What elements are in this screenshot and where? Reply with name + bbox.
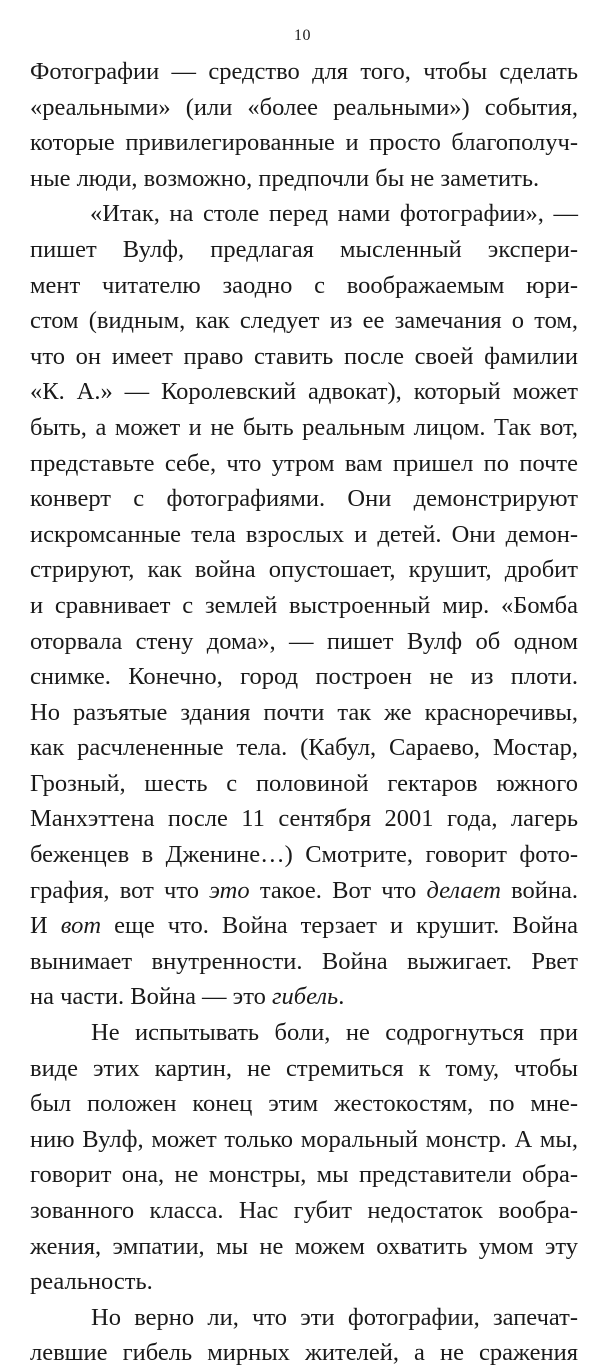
- paragraph-end-line: ные люди, возможно, предпочли бы не заметить.: [30, 164, 540, 192]
- text-line: стрируют, как война опустошает, крушит, дробит: [30, 556, 578, 584]
- text-line: говорит она, не монстры, мы представители обра-: [30, 1161, 578, 1189]
- text-line: беженцев в Дженине…) Смотрите, говорит фото-: [30, 841, 578, 869]
- page-number: 10: [294, 27, 311, 44]
- text-line: Грозный, шесть с половиной гектаров южного: [30, 769, 578, 797]
- text-line: представьте себе, что утром вам пришел по почте: [30, 449, 578, 477]
- text-line: которые привилегированные и просто благополуч-: [30, 129, 578, 157]
- text-line: и сравнивает с землей выстроенный мир. «Бомба: [30, 591, 578, 619]
- italic-word: это: [209, 876, 250, 904]
- text-line: снимке. Конечно, город построен не из плоти.: [30, 663, 578, 691]
- italic-word: вот: [60, 912, 102, 940]
- text-line: конверт с фотографиями. Они демонстрируют: [30, 485, 578, 513]
- text-line: мент читателю заодно с воображаемым юри-: [30, 271, 578, 299]
- body-text: [30, 54, 578, 1371]
- text-line: стом (видным, как следует из ее замечания о том,: [30, 307, 578, 335]
- text-line: искромсанные тела взрослых и детей. Они демон-: [30, 520, 578, 548]
- text-line-with-italics: графия, вот что это такое. Вот что делает война.: [30, 876, 578, 904]
- italic-word: делает: [426, 876, 501, 904]
- paragraph-first-line: Но верно ли, что эти фотографии, запечат-: [91, 1303, 578, 1331]
- text-line: зованного класса. Нас губит недостаток вообра-: [30, 1197, 578, 1224]
- text-line: Манхэттена после 11 сентября 2001 года, лагерь: [30, 805, 578, 833]
- text-line: Фотографии — средство для того, чтобы сделать: [30, 58, 578, 85]
- text-line: что он имеет право ставить после своей фамилии: [30, 342, 578, 370]
- text-line: «реальными» (или «более реальными») события,: [30, 93, 578, 121]
- text-line: быть, а может и не быть реальным лицом. Так вот,: [30, 413, 578, 441]
- paragraph-end-line: реальность.: [30, 1268, 153, 1296]
- text-line: был положен конец этим жестокостям, по мне-: [30, 1090, 578, 1118]
- italic-word: гибель: [271, 983, 339, 1011]
- text-line: оторвала стену дома», — пишет Вулф об одном: [30, 627, 578, 655]
- text-line: как расчлененные тела. (Кабул, Сараево, Мостар,: [30, 734, 578, 762]
- paragraph-first-line: «Итак, на столе перед нами фотографии», —: [90, 200, 578, 228]
- text-line: виде этих картин, не стремиться к тому, чтобы: [30, 1054, 578, 1082]
- text-line-with-italics: И вот еще что. Война терзает и крушит. Война: [30, 912, 578, 940]
- text-line: «К. А.» — Королевский адвокат), который может: [30, 378, 578, 406]
- text-line: вынимает внутренности. Война выжигает. Рвет: [30, 947, 578, 975]
- text-line: Но разъятые здания почти так же красноречивы,: [30, 698, 578, 726]
- text-line: нию Вулф, может только моральный монстр. А мы,: [30, 1125, 578, 1153]
- paragraph-first-line: Не испытывать боли, не содрогнуться при: [91, 1019, 578, 1047]
- text-line: пишет Вулф, предлагая мысленный экспери-: [30, 235, 578, 263]
- paragraph-end-line-with-italics: на части. Война — это гибель.: [30, 983, 345, 1011]
- text-line: левшие гибель мирных жителей, а не сражения: [30, 1339, 578, 1367]
- text-line: жения, эмпатии, мы не можем охватить умом эту: [30, 1232, 578, 1260]
